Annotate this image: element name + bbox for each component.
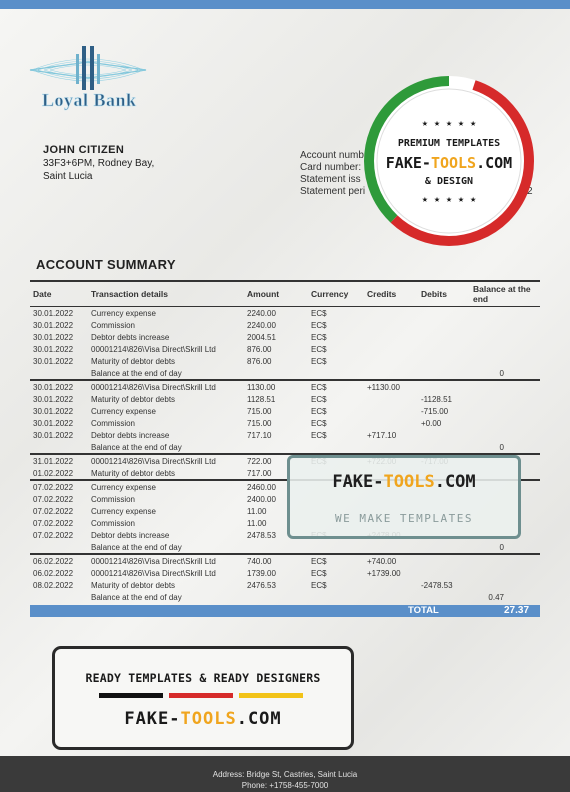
- cell-date: 30.01.2022: [33, 356, 74, 366]
- cell-currency: EC$: [311, 356, 327, 366]
- cell-currency: EC$: [311, 430, 327, 440]
- cell-details: 00001214\826\Visa Direct\Skrill Ltd: [91, 344, 216, 354]
- cell-balance: [470, 319, 540, 331]
- cell-details: Commission: [91, 518, 136, 528]
- statement-period-label: Statement peri: [300, 186, 366, 197]
- cell-credit: +1130.00: [364, 380, 418, 393]
- cell-debit: +0.00: [421, 418, 442, 428]
- table-row: [30, 355, 540, 367]
- cell-date: 30.01.2022: [33, 430, 74, 440]
- cell-details: Maturity of debtor debts: [91, 468, 176, 478]
- account-number-label: Account numb: [300, 150, 364, 161]
- cell-date: 30.01.2022: [33, 332, 74, 342]
- cell-date: 30.01.2022: [30, 380, 88, 393]
- cell-details: Maturity of debtor debts: [91, 356, 176, 366]
- table-header-row: [30, 281, 540, 307]
- footer-address: Address: Bridge St, Castries, Saint Lucia: [212, 770, 358, 779]
- cell-debit: [418, 591, 470, 603]
- cell-balance: [470, 380, 540, 393]
- cell-date: [30, 441, 88, 454]
- cell-amount: 876.00: [247, 344, 272, 354]
- cell-date: 30.01.2022: [33, 394, 74, 404]
- cell-details: Currency expense: [91, 506, 156, 516]
- customer-address-line1: 33F3+6PM, Rodney Bay,: [43, 158, 155, 169]
- flag-bar-yellow: [239, 693, 303, 698]
- stamp-line2-b: TOOLS: [430, 154, 477, 172]
- cell-date: 30.01.2022: [33, 406, 74, 416]
- cell-credit: [364, 367, 418, 380]
- cell-date: 30.01.2022: [33, 418, 74, 428]
- cell-details: Commission: [91, 418, 136, 428]
- cell-date: 06.02.2022: [33, 568, 74, 578]
- cell-details: 00001214\826\Visa Direct\Skrill Ltd: [91, 568, 216, 578]
- cell-details: Debtor debts increase: [91, 530, 170, 540]
- cell-debit: [418, 441, 470, 454]
- table-row: [30, 567, 540, 579]
- watermark-title: [290, 472, 518, 492]
- bank-name: Loyal Bank: [42, 90, 137, 110]
- header-currency: Currency: [308, 281, 364, 307]
- total-value: 27.37: [504, 605, 530, 616]
- cell-currency: [308, 541, 364, 554]
- banner-line2-a: FAKE-: [124, 709, 181, 729]
- cell-amount: [244, 441, 308, 454]
- table-row: [30, 380, 540, 393]
- cell-balance: 0: [499, 542, 504, 552]
- cell-amount: 2240.00: [247, 308, 276, 318]
- cell-date: 07.02.2022: [30, 480, 88, 493]
- cell-currency: EC$: [311, 406, 327, 416]
- cell-date: [30, 367, 88, 380]
- header-balance: Balance at the end: [470, 281, 540, 307]
- stamp-line2-a: FAKE-: [385, 154, 431, 172]
- cell-details: Commission: [91, 320, 136, 330]
- cell-debit: [418, 541, 470, 554]
- cell-balance: [470, 355, 540, 367]
- cell-debit: [418, 429, 470, 441]
- cell-date: [30, 591, 88, 603]
- cell-amount: 876.00: [247, 356, 272, 366]
- cell-date: 06.02.2022: [30, 554, 88, 567]
- footer: [0, 756, 570, 792]
- watermark-title-a: FAKE-: [332, 472, 384, 492]
- cell-balance: [470, 417, 540, 429]
- cell-debit: [418, 567, 470, 579]
- cell-currency: EC$: [311, 332, 327, 342]
- stamp-line1: PREMIUM TEMPLATES: [397, 138, 501, 149]
- cell-credit: [364, 579, 418, 591]
- cell-credit: [364, 307, 418, 320]
- cell-amount: 2460.00: [244, 480, 308, 493]
- cell-details: Currency expense: [91, 308, 156, 318]
- header-debits: Debits: [418, 281, 470, 307]
- card-number-label: Card number:: [300, 162, 362, 173]
- cell-balance: [470, 393, 540, 405]
- cell-details: Maturity of debtor debts: [91, 394, 176, 404]
- cell-currency: EC$: [311, 568, 327, 578]
- table-row: [30, 307, 540, 320]
- cell-date: 30.01.2022: [33, 320, 74, 330]
- cell-balance: [470, 554, 540, 567]
- table-row: [30, 405, 540, 417]
- customer-name: JOHN CITIZEN: [43, 144, 125, 156]
- cell-amount: 717.00: [247, 468, 272, 478]
- footer-phone: Phone: +1758-455-7000: [241, 781, 329, 790]
- table-row: [30, 319, 540, 331]
- cell-date: 30.01.2022: [33, 308, 74, 318]
- banner-line2-c: .COM: [236, 709, 282, 729]
- banner-line2: [55, 709, 351, 729]
- cell-currency: EC$: [311, 394, 327, 404]
- cell-amount: [244, 541, 308, 554]
- cell-amount: 1739.00: [247, 568, 276, 578]
- cell-amount: 11.00: [247, 518, 267, 528]
- statement-period-tail: 2: [527, 186, 533, 197]
- table-row: [30, 554, 540, 567]
- cell-details: Balance at the end of day: [91, 542, 182, 552]
- cell-amount: [244, 367, 308, 380]
- cell-amount: 717.10: [247, 430, 272, 440]
- cell-currency: EC$: [311, 344, 327, 354]
- table-row: [30, 429, 540, 441]
- header-details: Transaction details: [88, 281, 244, 307]
- cell-date: 30.01.2022: [33, 344, 74, 354]
- cell-credit: [364, 405, 418, 417]
- cell-amount: 1130.00: [244, 380, 308, 393]
- cell-currency: EC$: [308, 380, 364, 393]
- cell-details: Currency expense: [91, 406, 156, 416]
- cell-amount: 1128.51: [247, 394, 276, 404]
- account-summary-title: ACCOUNT SUMMARY: [36, 257, 176, 272]
- cell-details: Balance at the end of day: [91, 368, 182, 378]
- cell-credit: +717.10: [367, 430, 397, 440]
- cell-date: 07.02.2022: [33, 494, 74, 504]
- cell-currency: EC$: [311, 320, 327, 330]
- cell-balance: 0.47: [488, 592, 504, 602]
- statement-issue-label: Statement iss: [300, 174, 361, 185]
- cell-details: Commission: [91, 494, 136, 504]
- cell-date: [30, 541, 88, 554]
- bank-logo: [28, 44, 148, 116]
- stamp-line2-c: .COM: [476, 154, 513, 172]
- cell-currency: EC$: [311, 308, 327, 318]
- cell-date: 31.01.2022: [30, 454, 88, 467]
- cell-details: Balance at the end of day: [91, 442, 182, 452]
- watermark-title-c: .COM: [434, 472, 476, 492]
- cell-balance: [470, 331, 540, 343]
- cell-balance: [470, 579, 540, 591]
- header-amount: Amount: [244, 281, 308, 307]
- cell-debit: -715.00: [421, 406, 449, 416]
- cell-currency: [308, 367, 364, 380]
- top-accent-bar: [0, 0, 570, 9]
- cell-amount: 2004.51: [247, 332, 276, 342]
- cell-credit: [364, 441, 418, 454]
- stamp-line2: [364, 154, 534, 172]
- customer-block: [43, 144, 154, 183]
- cell-balance: [470, 567, 540, 579]
- cell-amount: 11.00: [247, 506, 267, 516]
- cell-details: 00001214\826\Visa Direct\Skrill Ltd: [88, 454, 244, 467]
- ready-templates-banner: [52, 646, 354, 750]
- cell-details: Debtor debts increase: [91, 332, 170, 342]
- table-row: [30, 393, 540, 405]
- cell-debit: [418, 380, 470, 393]
- cell-amount: 2476.53: [247, 580, 276, 590]
- cell-date: 07.02.2022: [33, 518, 74, 528]
- cell-balance: 0: [499, 442, 504, 452]
- watermark-title-b: TOOLS: [383, 472, 435, 492]
- cell-balance: 0: [499, 368, 504, 378]
- cell-credit: [364, 343, 418, 355]
- cell-details: 00001214\826\Visa Direct\Skrill Ltd: [88, 380, 244, 393]
- cell-credit: [364, 417, 418, 429]
- flag-bar-black: [99, 693, 163, 698]
- cell-details: Currency expense: [88, 480, 244, 493]
- table-row: [30, 591, 540, 603]
- flag-bar-red: [169, 693, 233, 698]
- cell-balance: [470, 429, 540, 441]
- cell-currency: EC$: [311, 580, 327, 590]
- table-row: [30, 541, 540, 554]
- cell-currency: [308, 441, 364, 454]
- cell-details: Maturity of debtor debts: [91, 580, 176, 590]
- transactions-table: [30, 280, 540, 603]
- cell-credit: [364, 331, 418, 343]
- cell-credit: [364, 541, 418, 554]
- cell-debit: [418, 319, 470, 331]
- account-info: [300, 150, 365, 198]
- total-bar: [30, 605, 540, 617]
- cell-date: 07.02.2022: [33, 506, 74, 516]
- table-row: [30, 417, 540, 429]
- cell-date: 08.02.2022: [33, 580, 74, 590]
- cell-currency: [308, 591, 364, 603]
- banner-line2-b: TOOLS: [180, 709, 237, 729]
- table-row: [30, 343, 540, 355]
- total-label: TOTAL: [408, 605, 439, 616]
- cell-amount: 2400.00: [247, 494, 276, 504]
- table-row: [30, 331, 540, 343]
- stamp-line3: & DESIGN: [424, 176, 474, 187]
- cell-debit: [418, 554, 470, 567]
- cell-credit: [364, 591, 418, 603]
- header-date: Date: [30, 281, 88, 307]
- cell-details: Debtor debts increase: [91, 430, 170, 440]
- cell-credit: [364, 355, 418, 367]
- stamp-stars-top: ★ ★ ★ ★ ★: [421, 118, 477, 129]
- cell-balance: [470, 405, 540, 417]
- cell-credit: +740.00: [364, 554, 418, 567]
- table-row: [30, 579, 540, 591]
- cell-debit: [418, 355, 470, 367]
- cell-amount: 715.00: [247, 418, 272, 428]
- cell-credit: +1739.00: [367, 568, 401, 578]
- cell-debit: -2478.53: [421, 580, 453, 590]
- cell-debit: [418, 307, 470, 320]
- cell-amount: [244, 591, 308, 603]
- cell-credit: [364, 319, 418, 331]
- header-credits: Credits: [364, 281, 418, 307]
- cell-details: Balance at the end of day: [91, 592, 182, 602]
- cell-amount: 722.00: [244, 454, 308, 467]
- cell-currency: EC$: [308, 554, 364, 567]
- cell-details: 00001214\826\Visa Direct\Skrill Ltd: [88, 554, 244, 567]
- customer-address-line2: Saint Lucia: [43, 171, 93, 182]
- banner-line1: READY TEMPLATES & READY DESIGNERS: [85, 671, 321, 685]
- watermark-subtitle: WE MAKE TEMPLATES: [334, 512, 474, 525]
- cell-balance: [470, 307, 540, 320]
- fake-tools-watermark: [287, 455, 521, 539]
- cell-credit: [364, 393, 418, 405]
- cell-date: 01.02.2022: [33, 468, 74, 478]
- cell-amount: 2478.53: [247, 530, 276, 540]
- cell-debit: -1128.51: [421, 394, 452, 404]
- table-row: [30, 441, 540, 454]
- cell-amount: 2240.00: [247, 320, 276, 330]
- table-row: [30, 367, 540, 380]
- stamp-stars-bottom: ★ ★ ★ ★ ★: [421, 194, 477, 205]
- cell-currency: EC$: [311, 418, 327, 428]
- cell-amount: 740.00: [244, 554, 308, 567]
- cell-date: 07.02.2022: [33, 530, 74, 540]
- premium-templates-stamp: [364, 76, 534, 246]
- cell-debit: [418, 343, 470, 355]
- cell-debit: [418, 367, 470, 380]
- cell-balance: [470, 343, 540, 355]
- cell-debit: [418, 331, 470, 343]
- cell-amount: 715.00: [247, 406, 272, 416]
